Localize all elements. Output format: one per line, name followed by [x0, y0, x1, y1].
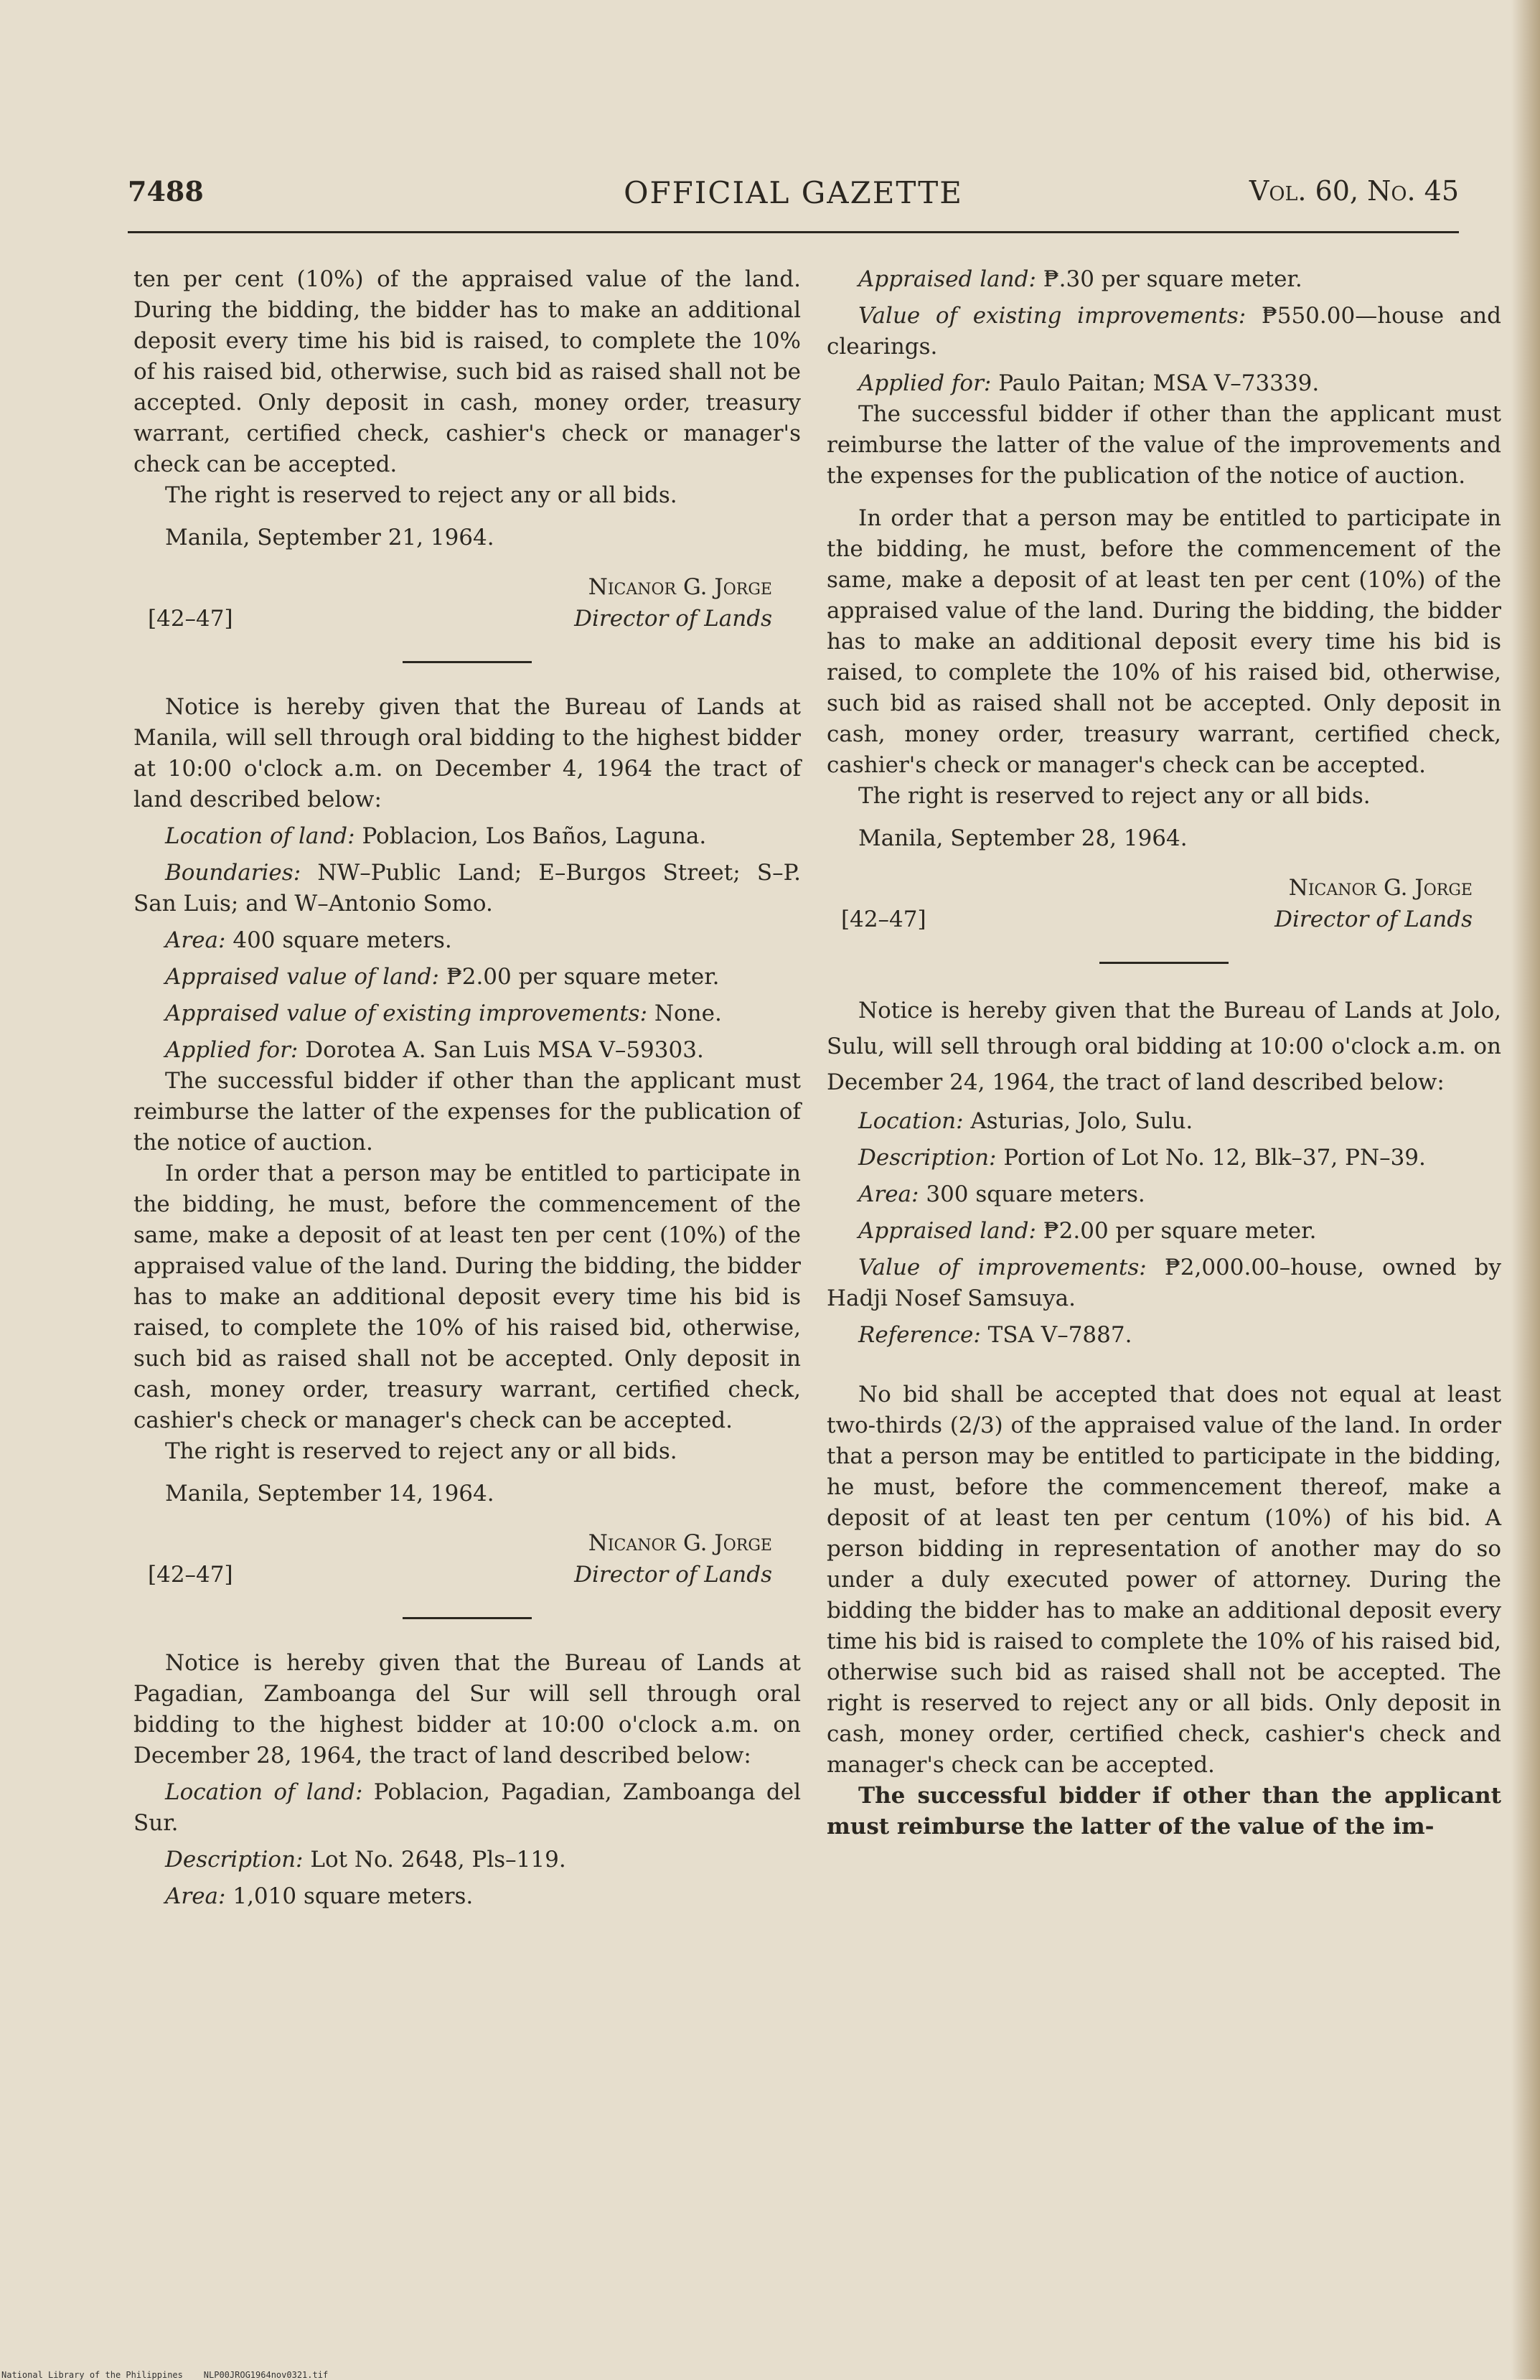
notice-intro: Notice is hereby given that the Bureau of Lands at Manila, will sell through oral bidding to the highest bidder at 10:00 o'clock a.m. on December 4, 1964 the tract of land described below: — [133, 694, 801, 812]
field-value: Asturias, Jolo, Sulu. — [970, 1108, 1193, 1134]
notice-date: Manila, September 21, 1964. — [165, 525, 494, 551]
applied-field — [133, 1035, 801, 1066]
field-label: Appraised value of existing improvements: — [165, 1001, 648, 1026]
field-value: ₱.30 per square meter. — [1043, 266, 1302, 292]
reimburse-text: The successful bidder if other than the applicant must reimburse the latter of the expenses for the publication of the notice of auction. — [133, 1068, 801, 1156]
field-value: Paulo Paitan; MSA V–73339. — [998, 370, 1320, 396]
field-label: Description: — [858, 1145, 997, 1171]
area-field — [133, 1881, 801, 1912]
field-value: 1,010 square meters. — [233, 1883, 474, 1909]
field-value: 300 square meters. — [926, 1181, 1145, 1207]
page-edge-shadow — [1511, 0, 1540, 2379]
improvements-field — [827, 1252, 1501, 1314]
reference-field — [827, 1320, 1501, 1351]
field-label: Appraised value of land: — [165, 964, 439, 990]
issue-code: [42–47] — [148, 1562, 233, 1588]
signature-block — [133, 1528, 801, 1593]
improvements-field — [827, 301, 1501, 362]
area-field — [827, 1179, 1501, 1210]
field-label: Value of improvements: — [858, 1255, 1147, 1280]
location-field — [133, 1777, 801, 1839]
field-label: Area: — [165, 927, 226, 953]
right-column — [827, 264, 1501, 1842]
page-number: 7488 — [128, 175, 204, 207]
field-label: Boundaries: — [165, 860, 301, 886]
location-field — [827, 1106, 1501, 1137]
reserve-right-text: The right is reserved to reject any or all bids. — [165, 1438, 677, 1464]
continued-paragraph: ten per cent (10%) of the appraised value of the land. During the bidding, the bidder has to make an additional deposit every time his bid is raised, to complete the 10% of his raised bid, otherwise, such bid as raised shall not be accepted. Only deposit in cash, money order, treasury warrant, certified check, cashier's check or manager's check can be accepted. — [133, 266, 801, 477]
volume-number: Vol. 60, No. 45 — [1249, 175, 1459, 207]
field-label: Value of existing improvements: — [858, 303, 1246, 329]
description-field — [827, 1143, 1501, 1173]
area-field — [133, 925, 801, 956]
signatory-name: Nicanor G. Jorge — [588, 574, 772, 600]
field-value: Portion of Lot No. 12, Blk–37, PN–39. — [1003, 1145, 1426, 1171]
section-divider — [1099, 962, 1229, 964]
signatory-title: Director of Lands — [574, 1562, 772, 1588]
field-label: Location of land: — [165, 1779, 363, 1805]
reserve-right-text: The right is reserved to reject any or all bids. — [165, 482, 677, 508]
field-value: TSA V–7887. — [987, 1322, 1132, 1348]
reimburse-text: The successful bidder if other than the applicant must reimburse the latter of the value of the improvements and the expenses for the publication of the notice of auction. — [827, 401, 1501, 489]
signature-block — [133, 572, 801, 637]
page-header — [128, 175, 1459, 218]
left-column — [133, 264, 801, 1912]
notice-date: Manila, September 14, 1964. — [165, 1481, 494, 1507]
notice-intro: Notice is hereby given that the Bureau of Lands at Pagadian, Zamboanga del Sur will sell through oral bidding to the highest bidder at 10:00 o'clock a.m. on December 28, 1964, the tract of land described below: — [133, 1650, 801, 1768]
field-label: Appraised land: — [858, 266, 1036, 292]
field-value: None. — [654, 1001, 722, 1026]
gazette-title: OFFICIAL GAZETTE — [624, 175, 963, 210]
field-label: Applied for: — [858, 370, 992, 396]
improvements-field — [133, 998, 801, 1029]
issue-code: [42–47] — [148, 606, 233, 632]
footer-source: National Library of the Philippines — [1, 2370, 183, 2380]
header-rule — [128, 231, 1459, 233]
scan-footer — [1, 2370, 328, 2380]
field-label: Location: — [858, 1108, 964, 1134]
field-value: ₱2.00 per square meter. — [1043, 1218, 1317, 1244]
field-value: ₱2,000.00–house, owned by Hadji Nosef Samsuya. — [827, 1255, 1502, 1311]
field-value: ₱2.00 per square meter. — [446, 964, 720, 990]
reserve-right-text: The right is reserved to reject any or all bids. — [858, 783, 1371, 809]
field-label: Applied for: — [165, 1037, 299, 1063]
field-value: ₱550.00—house and clearings. — [827, 303, 1501, 360]
field-value: Poblacion, Pagadian, Zamboanga del Sur. — [133, 1779, 802, 1836]
signatory-name: Nicanor G. Jorge — [588, 1530, 772, 1556]
field-label: Appraised land: — [858, 1218, 1036, 1244]
signature-block — [827, 873, 1501, 937]
deposit-text: In order that a person may be entitled to participate in the bidding, he must, before the commencement of the same, make a deposit of at least ten per cent (10%) of the appraised value of the land. During the bidding, the bidder has to make an additional deposit every time his bid is raised, to complete the 10% of his raised bid, otherwise, such bid as raised shall not be accepted. Only deposit in cash, money order, treasury warrant, certified check, cashier's check or manager's check can be accepted. — [133, 1161, 801, 1433]
boundaries-field — [133, 858, 801, 919]
field-value: Poblacion, Los Baños, Laguna. — [362, 823, 707, 849]
applied-field — [827, 368, 1501, 399]
field-label: Area: — [165, 1883, 226, 1909]
field-value: Dorotea A. San Luis MSA V–59303. — [305, 1037, 704, 1063]
field-value: NW–Public Land; E–Burgos Street; S–P. San Luis; and W–Antonio Somo. — [133, 860, 801, 917]
section-divider — [403, 1617, 532, 1619]
notice-intro: Notice is hereby given that the Bureau of Lands at Jolo, Sulu, will sell through oral bidding at 10:00 o'clock a.m. on December 24, 1964, the tract of land described below: — [827, 998, 1501, 1095]
deposit-text: In order that a person may be entitled to participate in the bidding, he must, before the commencement of the same, make a deposit of at least ten per cent (10%) of the appraised value of the land. During the bidding, the bidder has to make an additional deposit every time his bid is raised, to complete the 10% of his raised bid, otherwise, such bid as raised shall not be accepted. Only deposit in cash, money order, treasury warrant, certified check, cashier's check or manager's check can be accepted. — [827, 505, 1501, 778]
appraised-field — [827, 1216, 1501, 1247]
field-value: 400 square meters. — [233, 927, 452, 953]
location-field — [133, 821, 801, 852]
section-divider — [403, 661, 532, 663]
bid-rules-text: No bid shall be accepted that does not equal at least two-thirds (2/3) of the appraised value of the land. In order that a person may be entitled to participate in the bidding, he must, before the commencement thereof, make a deposit of at least ten per centum (10%) of his bid. A person bidding in representation of another may do so under a duly executed power of attorney. During the bidding the bidder has to make an additional deposit every time his bid is raised to complete the 10% of his raised bid, otherwise such bid as raised shall not be accepted. The right is reserved to reject any or all bids. Only deposit in cash, money order, certified check, cashier's check and manager's check can be accepted. — [827, 1382, 1501, 1778]
field-label: Description: — [165, 1847, 304, 1873]
appraised-field — [133, 962, 801, 993]
reimburse-text: The successful bidder if other than the applicant must reimburse the latter of the value of the im- — [827, 1783, 1501, 1840]
appraised-field — [827, 264, 1501, 295]
signatory-title: Director of Lands — [574, 606, 772, 632]
footer-file: NLP00JROG1964nov0321.tif — [203, 2370, 329, 2380]
issue-code: [42–47] — [841, 906, 926, 932]
field-label: Reference: — [858, 1322, 981, 1348]
field-label: Area: — [858, 1181, 919, 1207]
notice-date: Manila, September 28, 1964. — [858, 825, 1188, 851]
signatory-name: Nicanor G. Jorge — [1288, 875, 1473, 901]
field-label: Location of land: — [165, 823, 355, 849]
field-value: Lot No. 2648, Pls–119. — [310, 1847, 566, 1873]
signatory-title: Director of Lands — [1274, 906, 1473, 932]
description-field — [133, 1845, 801, 1875]
